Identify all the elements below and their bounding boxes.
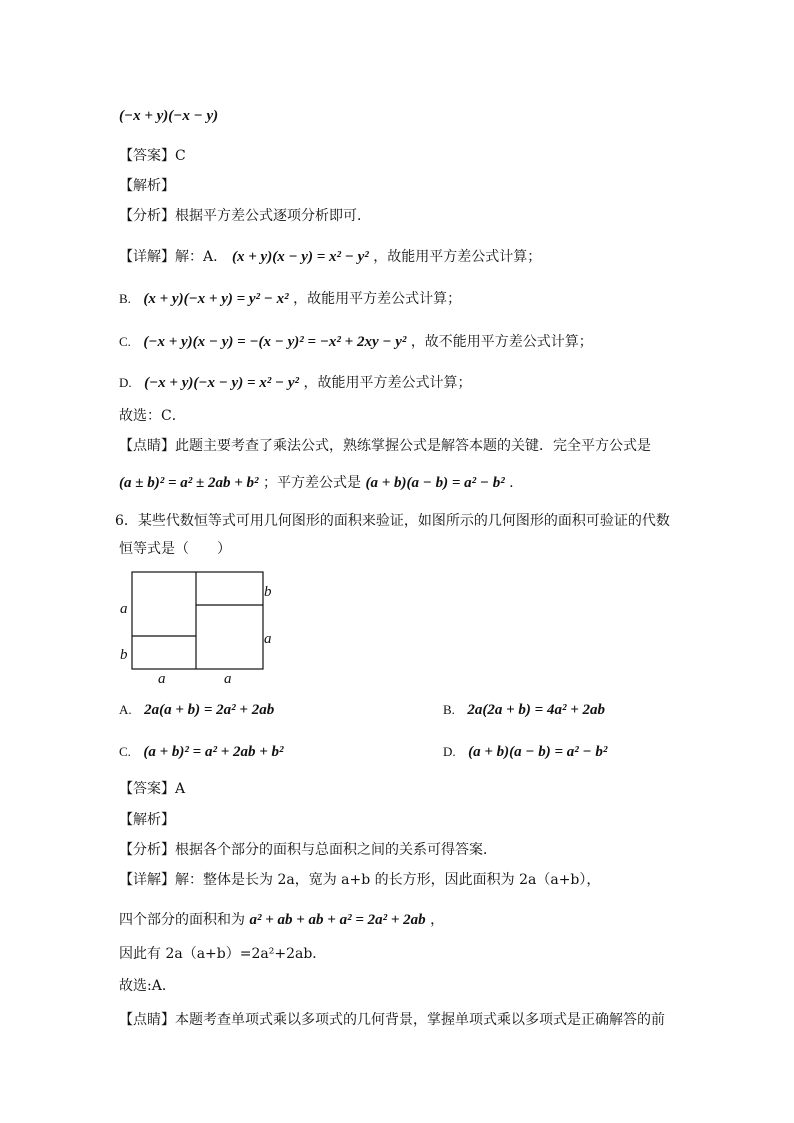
figure-label-bottom-a1: a — [158, 671, 166, 687]
q5-detail-prefix: 【详解】解：A. — [119, 249, 218, 265]
q6-analysis-heading: 【解析】 — [119, 812, 175, 828]
q5-detail-D — [119, 373, 471, 393]
q6-option-D — [443, 744, 607, 761]
figure-label-bottom-a2: a — [224, 671, 232, 687]
figure-label-left-b: b — [120, 647, 128, 663]
figure-label-left-a: a — [120, 601, 128, 617]
q5-analysis: 【分析】根据平方差公式逐项分析即可． — [119, 208, 371, 224]
complete-square-formula: (a ± b)² = a² ± 2ab + b² — [119, 475, 259, 491]
q5-B-suffix: ，故能用平方差公式计算； — [293, 291, 462, 307]
option-A-expression: 2a(a + b) = 2a² + 2ab — [144, 702, 275, 718]
top-expression: (−x + y)(−x − y) — [119, 108, 219, 124]
q6-stem-line1: 6．某些代数恒等式可用几何图形的面积来验证，如图所示的几何图形的面积可验证的代数 — [115, 513, 670, 529]
formula-separator: ；平方差公式是 — [263, 475, 361, 491]
q5-choice: 故选：C． — [119, 408, 186, 424]
q6-answer: 【答案】A — [119, 781, 186, 797]
q5-D-expression: (−x + y)(−x − y) = x² − y² — [144, 375, 299, 391]
q6-detail: 【详解】解：整体是长为 2a，宽为 a+b 的长方形，因此面积为 2a（a+b）， — [119, 872, 601, 888]
option-B-expression: 2a(2a + b) = 4a² + 2ab — [467, 702, 606, 718]
q5-analysis-heading: 【解析】 — [119, 178, 175, 194]
figure-label-right-b: b — [264, 584, 272, 600]
q5-D-suffix: ，故能用平方差公式计算； — [303, 375, 472, 391]
q6-comment: 【点睛】本题考查单项式乘以多项式的几何背景，掌握单项式乘以多项式是正确解答的前 — [119, 1012, 665, 1028]
q5-A-suffix: ，故能用平方差公式计算； — [373, 249, 542, 265]
q5-formulas — [119, 473, 514, 493]
q6-analysis: 【分析】根据各个部分的面积与总面积之间的关系可得答案． — [119, 842, 497, 858]
q5-B-prefix: B. — [119, 291, 131, 306]
q5-detail-B — [119, 289, 461, 309]
q5-detail-A — [119, 247, 541, 267]
q5-comment: 【点睛】此题主要考查了乘法公式，熟练掌握公式是解答本题的关键．完全平方公式是 — [119, 438, 651, 454]
option-C-label: C. — [119, 744, 131, 759]
figure-label-right-a: a — [264, 631, 272, 647]
q6-sum-expression: a² + ab + ab + a² = 2a² + 2ab — [249, 912, 426, 928]
q6-option-B — [443, 702, 605, 719]
q6-option-A — [119, 702, 274, 719]
q5-B-expression: (x + y)(−x + y) = y² − x² — [143, 291, 289, 307]
q6-sum-prefix: 四个部分的面积和为 — [119, 912, 245, 928]
difference-of-squares-formula: (a + b)(a − b) = a² − b² — [365, 475, 505, 491]
option-B-label: B. — [443, 702, 455, 717]
q5-C-suffix: ，故不能用平方差公式计算； — [410, 334, 593, 350]
option-D-label: D. — [443, 744, 456, 759]
q6-sum-line — [119, 910, 444, 930]
q6-figure — [110, 566, 290, 690]
q5-detail-C — [119, 332, 593, 352]
q6-option-C — [119, 744, 284, 761]
q6-choice: 故选:A． — [119, 978, 176, 994]
formula-end: . — [509, 475, 514, 491]
q5-D-prefix: D. — [119, 375, 132, 390]
q6-stem-line2: 恒等式是（ ） — [119, 541, 231, 557]
q6-sum-suffix: ， — [430, 912, 445, 928]
q5-C-expression: (−x + y)(x − y) = −(x − y)² = −x² + 2xy − y² — [143, 334, 407, 350]
option-A-label: A. — [119, 702, 132, 717]
option-D-expression: (a + b)(a − b) = a² − b² — [468, 744, 608, 760]
q5-A-expression: (x + y)(x − y) = x² − y² — [232, 249, 369, 265]
figure-outer-rect — [132, 572, 263, 669]
q6-conclusion: 因此有 2a（a+b）=2a²+2ab． — [119, 946, 327, 962]
option-C-expression: (a + b)² = a² + 2ab + b² — [143, 744, 284, 760]
q5-C-prefix: C. — [119, 334, 131, 349]
q5-answer: 【答案】C — [119, 148, 186, 164]
